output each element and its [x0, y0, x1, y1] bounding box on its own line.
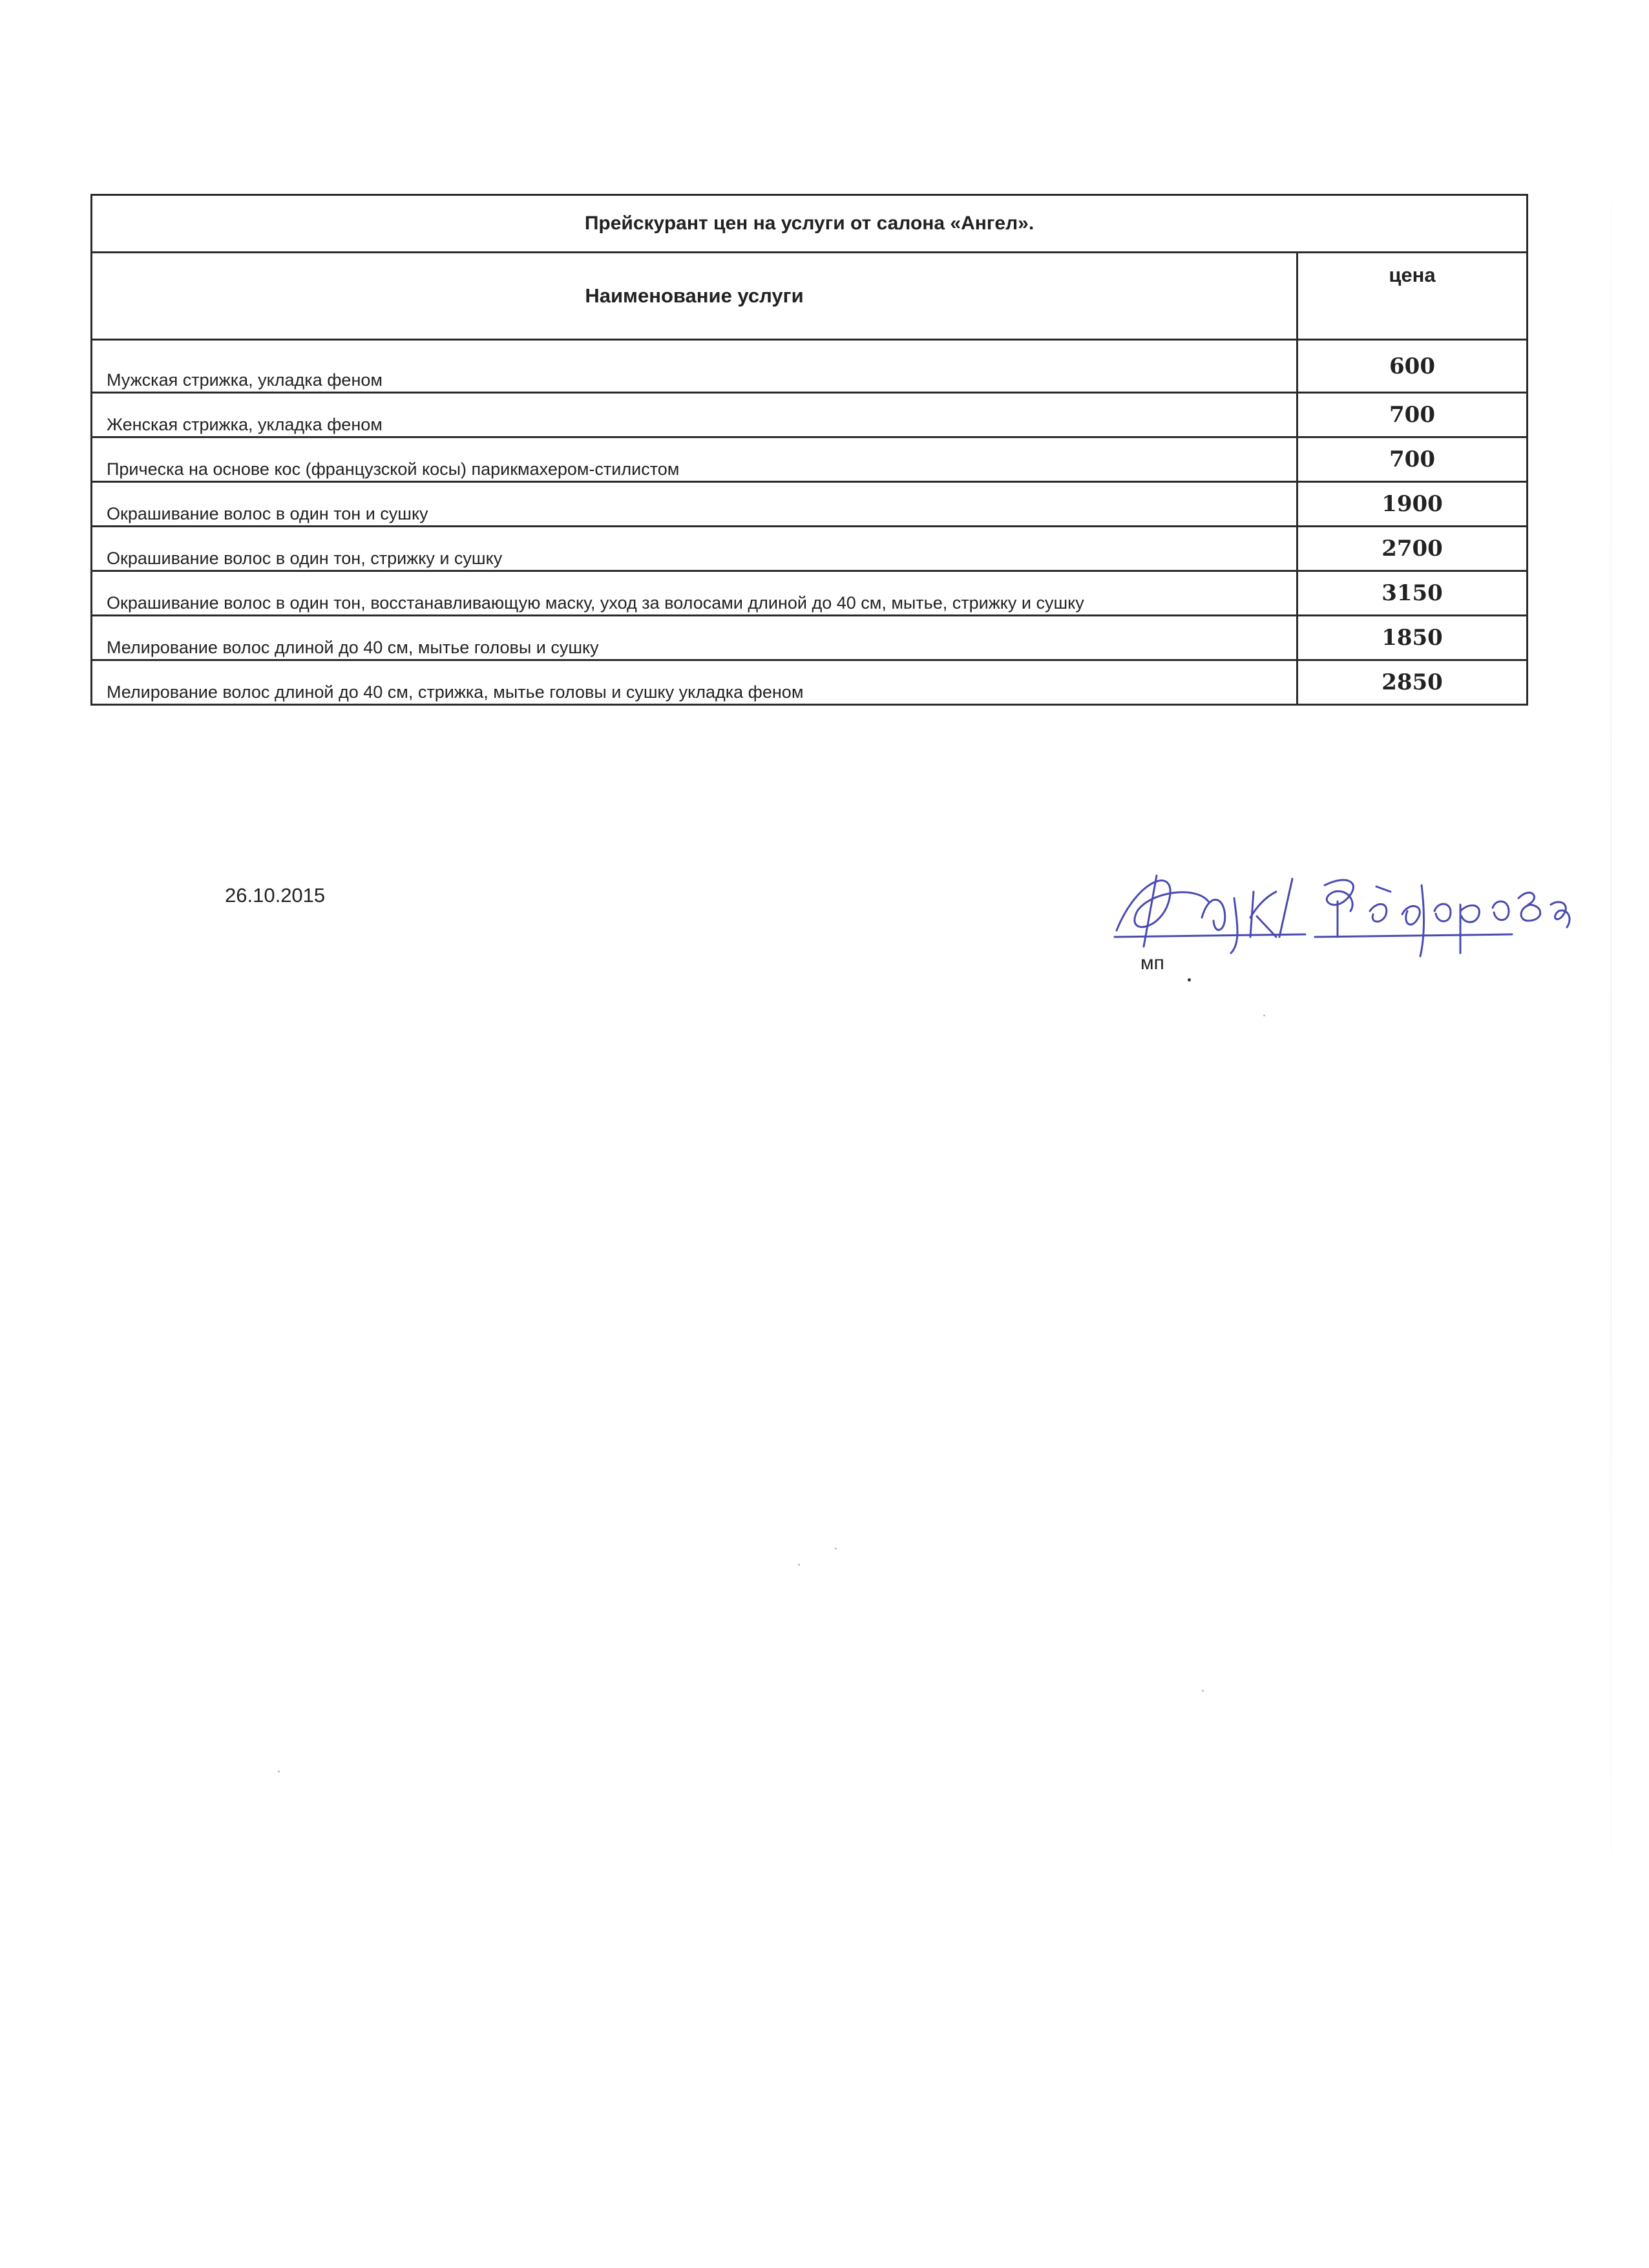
- column-header-price-label: цена: [1389, 264, 1436, 286]
- service-name-cell: Прическа на основе кос (французской косы) парикмахером-стилистом: [92, 437, 1297, 482]
- service-price-cell: 700: [1297, 437, 1528, 482]
- service-price-cell: 1900: [1297, 482, 1528, 527]
- table-row: [92, 393, 1528, 437]
- handwritten-signature: [1098, 840, 1590, 969]
- table-row: [92, 571, 1528, 616]
- service-price-cell: 700: [1297, 393, 1528, 437]
- stamp-dot: [1188, 978, 1191, 982]
- stamp-placeholder-label: мп: [1140, 952, 1164, 974]
- title-row: [92, 195, 1528, 253]
- document-date: 26.10.2015: [225, 884, 326, 907]
- service-name-cell: Мелирование волос длиной до 40 см, стрижка, мытье головы и сушку укладка феном: [92, 660, 1297, 705]
- service-name-cell: Мелирование волос длиной до 40 см, мытье головы и сушку: [92, 616, 1297, 660]
- price-list-title: Прейскурант цен на услуги от салона «Ангел».: [92, 195, 1528, 253]
- service-price-cell: 3150: [1297, 571, 1528, 616]
- service-name-cell: Окрашивание волос в один тон, стрижку и сушку: [92, 527, 1297, 571]
- table-row: [92, 437, 1528, 482]
- service-price-cell: 2700: [1297, 527, 1528, 571]
- table-row: [92, 340, 1528, 393]
- table-row: [92, 527, 1528, 571]
- table-row: [92, 482, 1528, 527]
- table-row: [92, 660, 1528, 705]
- scan-edge: [1610, 39, 1612, 2016]
- table-row: [92, 616, 1528, 660]
- service-name-cell: Окрашивание волос в один тон и сушку: [92, 482, 1297, 527]
- price-list-table: [90, 194, 1528, 706]
- service-price-cell: 2850: [1297, 660, 1528, 705]
- service-name-cell: Женская стрижка, укладка феном: [92, 393, 1297, 437]
- service-price-cell: 1850: [1297, 616, 1528, 660]
- column-header-service: Наименование услуги: [92, 253, 1297, 340]
- header-row: [92, 253, 1528, 340]
- column-header-price: [1297, 253, 1528, 340]
- service-name-cell: Окрашивание волос в один тон, восстанавливающую маску, уход за волосами длиной до 40 см, мытье, стрижку и сушку: [92, 571, 1297, 616]
- service-name-cell: Мужская стрижка, укладка феном: [92, 340, 1297, 393]
- service-price-cell: 600: [1297, 340, 1528, 393]
